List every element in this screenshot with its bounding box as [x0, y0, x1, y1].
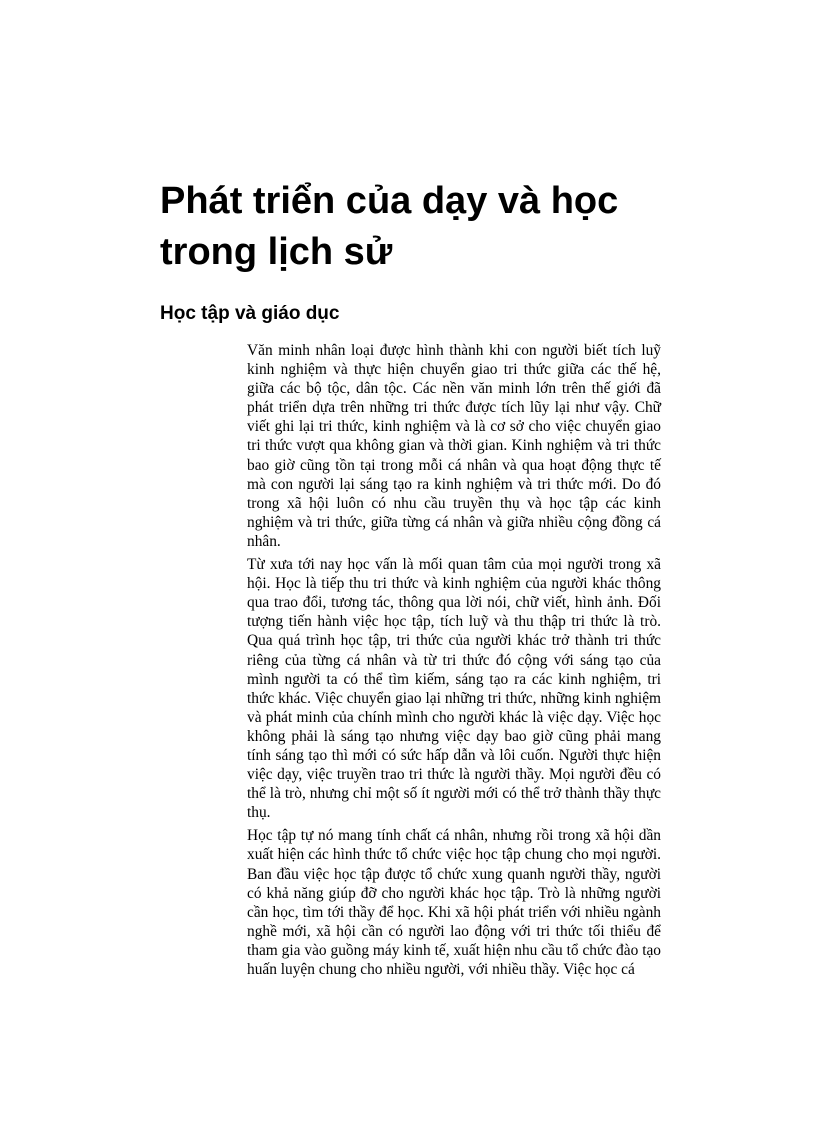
body-text: [247, 341, 661, 983]
chapter-title-line-2: trong lịch sử: [160, 231, 393, 273]
paragraph: Học tập tự nó mang tính chất cá nhân, nhưng rồi trong xã hội dần xuất hiện các hình thức tổ chức việc học tập chung cho mọi người. Ban đầu việc học tập được tổ chức xung quanh người thầy, người có khả năng giúp đỡ cho người khác học tập. Trò là những người cần học, tìm tới thầy để học. Khi xã hội phát triển với nhiều ngành nghề mới, xã hội cần có người lao động với tri thức tối thiểu để tham gia vào guồng máy kinh tế, xuất hiện nhu cầu tổ chức đào tạo huấn luyện chung cho nhiều người, với nhiều thầy. Việc học cá: [247, 827, 661, 978]
paragraph: Văn minh nhân loại được hình thành khi con người biết tích luỹ kinh nghiệm và thực hiện chuyển giao tri thức giữa các thế hệ, giữa các bộ tộc, dân tộc. Các nền văn minh lớn trên thế giới đã phát triển dựa trên những tri thức được tích lũy lại như vậy. Chữ viết ghi lại tri thức, kinh nghiệm và là cơ sở cho việc chuyển giao tri thức vượt qua không gian và thời gian. Kinh nghiệm và tri thức bao giờ cũng tồn tại trong mỗi cá nhân và qua hoạt động thực tế mà con người lại sáng tạo ra kinh nghiệm và tri thức mới. Do đó trong xã hội luôn có nhu cầu truyền thụ và học tập các kinh nghiệm và tri thức, giữa từng cá nhân và giữa nhiều cộng đồng cá nhân.: [247, 342, 661, 550]
chapter-title-line-1: Phát triển của dạy và học: [160, 180, 619, 222]
chapter-title: [160, 176, 720, 278]
section-title: Học tập và giáo dục: [160, 303, 340, 324]
paragraph: Từ xưa tới nay học vấn là mối quan tâm của mọi người trong xã hội. Học là tiếp thu tri thức và kinh nghiệm của người khác thông qua trao đổi, tương tác, thông qua lời nói, chữ viết, hình ảnh. Đối tượng tiến hành việc học tập, tích luỹ và thu thập tri thức là trò. Qua quá trình học tập, tri thức của người khác trở thành tri thức riêng của từng cá nhân và từ tri thức đó cộng với sáng tạo của mình người ta có thể tìm kiếm, sáng tạo ra các kinh nghiệm, tri thức khác. Việc chuyển giao lại những tri thức, những kinh nghiệm và phát minh của chính mình cho người khác là việc dạy. Việc học không phải là sáng tạo nhưng việc dạy bao giờ cũng phải mang tính sáng tạo thì mới có sức hấp dẫn và lôi cuốn. Người thực hiện việc dạy, việc truyền trao tri thức là người thầy. Mọi người đều có thể là trò, nhưng chỉ một số ít người mới có thể trở thành thầy thực thụ.: [247, 556, 661, 822]
